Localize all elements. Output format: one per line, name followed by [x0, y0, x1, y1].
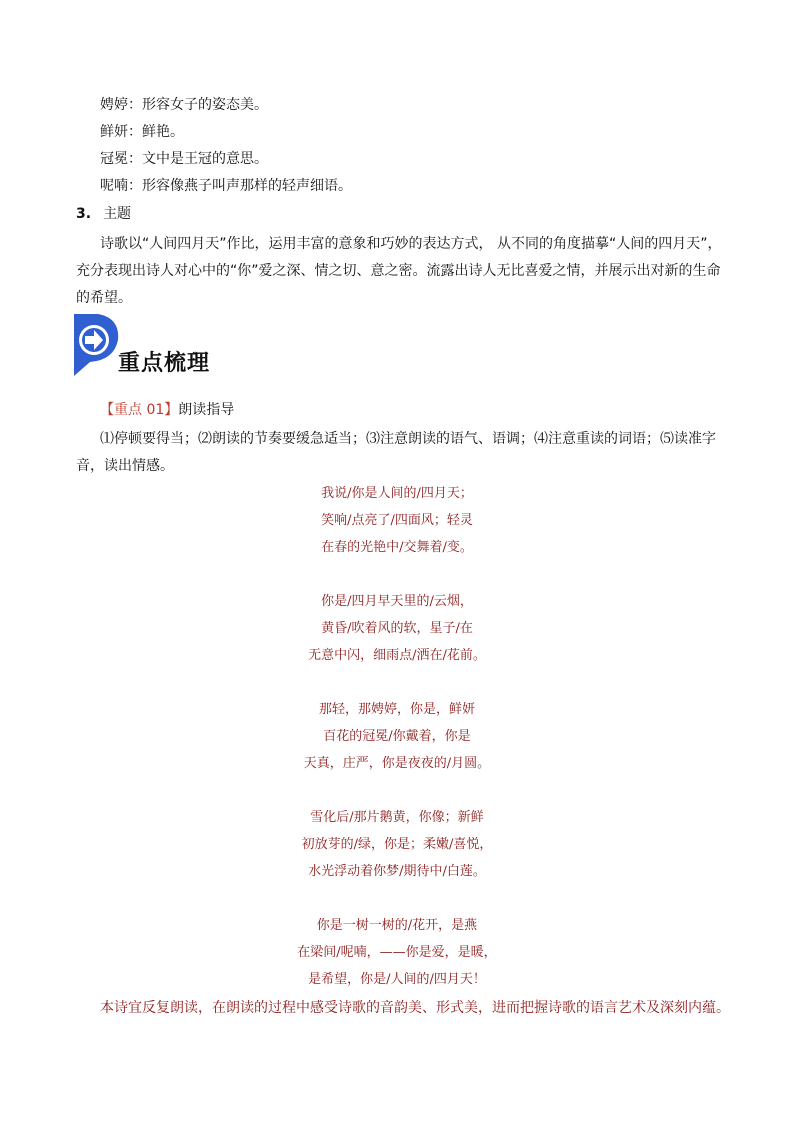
key-point-title: 朗读指导 [178, 402, 235, 418]
poem-line: 天真，庄严，你是夜夜的/月圆。 [303, 756, 491, 771]
poem-line: 是希望，你是/人间的/四月天！ [308, 972, 486, 987]
poem-line: 你是一树一树的/花开，是燕 [316, 918, 478, 933]
poem-line: 笑响/点亮了/四面风；轻灵 [321, 513, 473, 528]
closing-paragraph: 本诗宜反复朗读，在朗读的过程中感受诗歌的音韵美、形式美，进而把握诗歌的语言艺术及深刻内蕴。 [100, 1000, 730, 1016]
poem-line: 雪化后/那片鹅黄，你像；新鲜 [310, 810, 484, 825]
poem-line: 那轻，那娉婷，你是，鲜妍 [318, 702, 475, 717]
poem-line: 在梁间/呢喃，——你是爱，是暖， [297, 945, 497, 960]
poem-line: 我说/你是人间的/四月天； [321, 486, 473, 501]
banner-title: 重点梳理 [118, 351, 211, 376]
poem-line: 百花的冠冕/你戴着，你是 [323, 729, 471, 744]
poem-line: 你是/四月早天里的/云烟， [321, 594, 473, 609]
section-banner [70, 310, 370, 390]
glossary-item: 鲜妍：鲜艳。 [100, 124, 184, 140]
bracket-close: 】 [164, 402, 179, 418]
poem-line: 黄昏/吹着风的软，星子/在 [321, 621, 473, 636]
poem-line: 初放芽的/绿，你是；柔嫩/喜悦， [301, 837, 493, 852]
poem-line: 无意中闪，细雨点/洒在/花前。 [308, 648, 486, 663]
section-title: 主题 [103, 206, 132, 222]
bracket-open: 【 [100, 402, 114, 418]
glossary-item: 呢喃：形容像燕子叫声那样的轻声细语。 [100, 178, 352, 194]
key-point-heading [100, 400, 234, 420]
poem-line: 在春的光艳中/交舞着/变。 [321, 540, 473, 555]
poem-line: 水光浮动着你梦/期待中/白莲。 [308, 864, 486, 879]
key-point-label: 重点 01 [114, 402, 165, 418]
glossary-item: 冠冕：文中是王冠的意思。 [100, 151, 268, 167]
glossary-item: 娉婷：形容女子的姿态美。 [100, 97, 268, 113]
section-heading-theme [76, 204, 131, 224]
section-number: 3. [76, 206, 92, 222]
theme-paragraph: 诗歌以“人间四月天”作比，运用丰富的意象和巧妙的表达方式， 从不同的角度描摹“人间的四月天”，充分表现出诗人对心中的“你”爱之深、情之切、意之密。流露出诗人无比喜爱之情，并展示出对新的生命的希望。 [76, 236, 722, 306]
reading-guide-paragraph: ⑴停顿要得当；⑵朗读的节奏要缓急适当；⑶注意朗读的语气、语调；⑷注意重读的词语；⑸读准字音，读出情感。 [76, 431, 716, 474]
